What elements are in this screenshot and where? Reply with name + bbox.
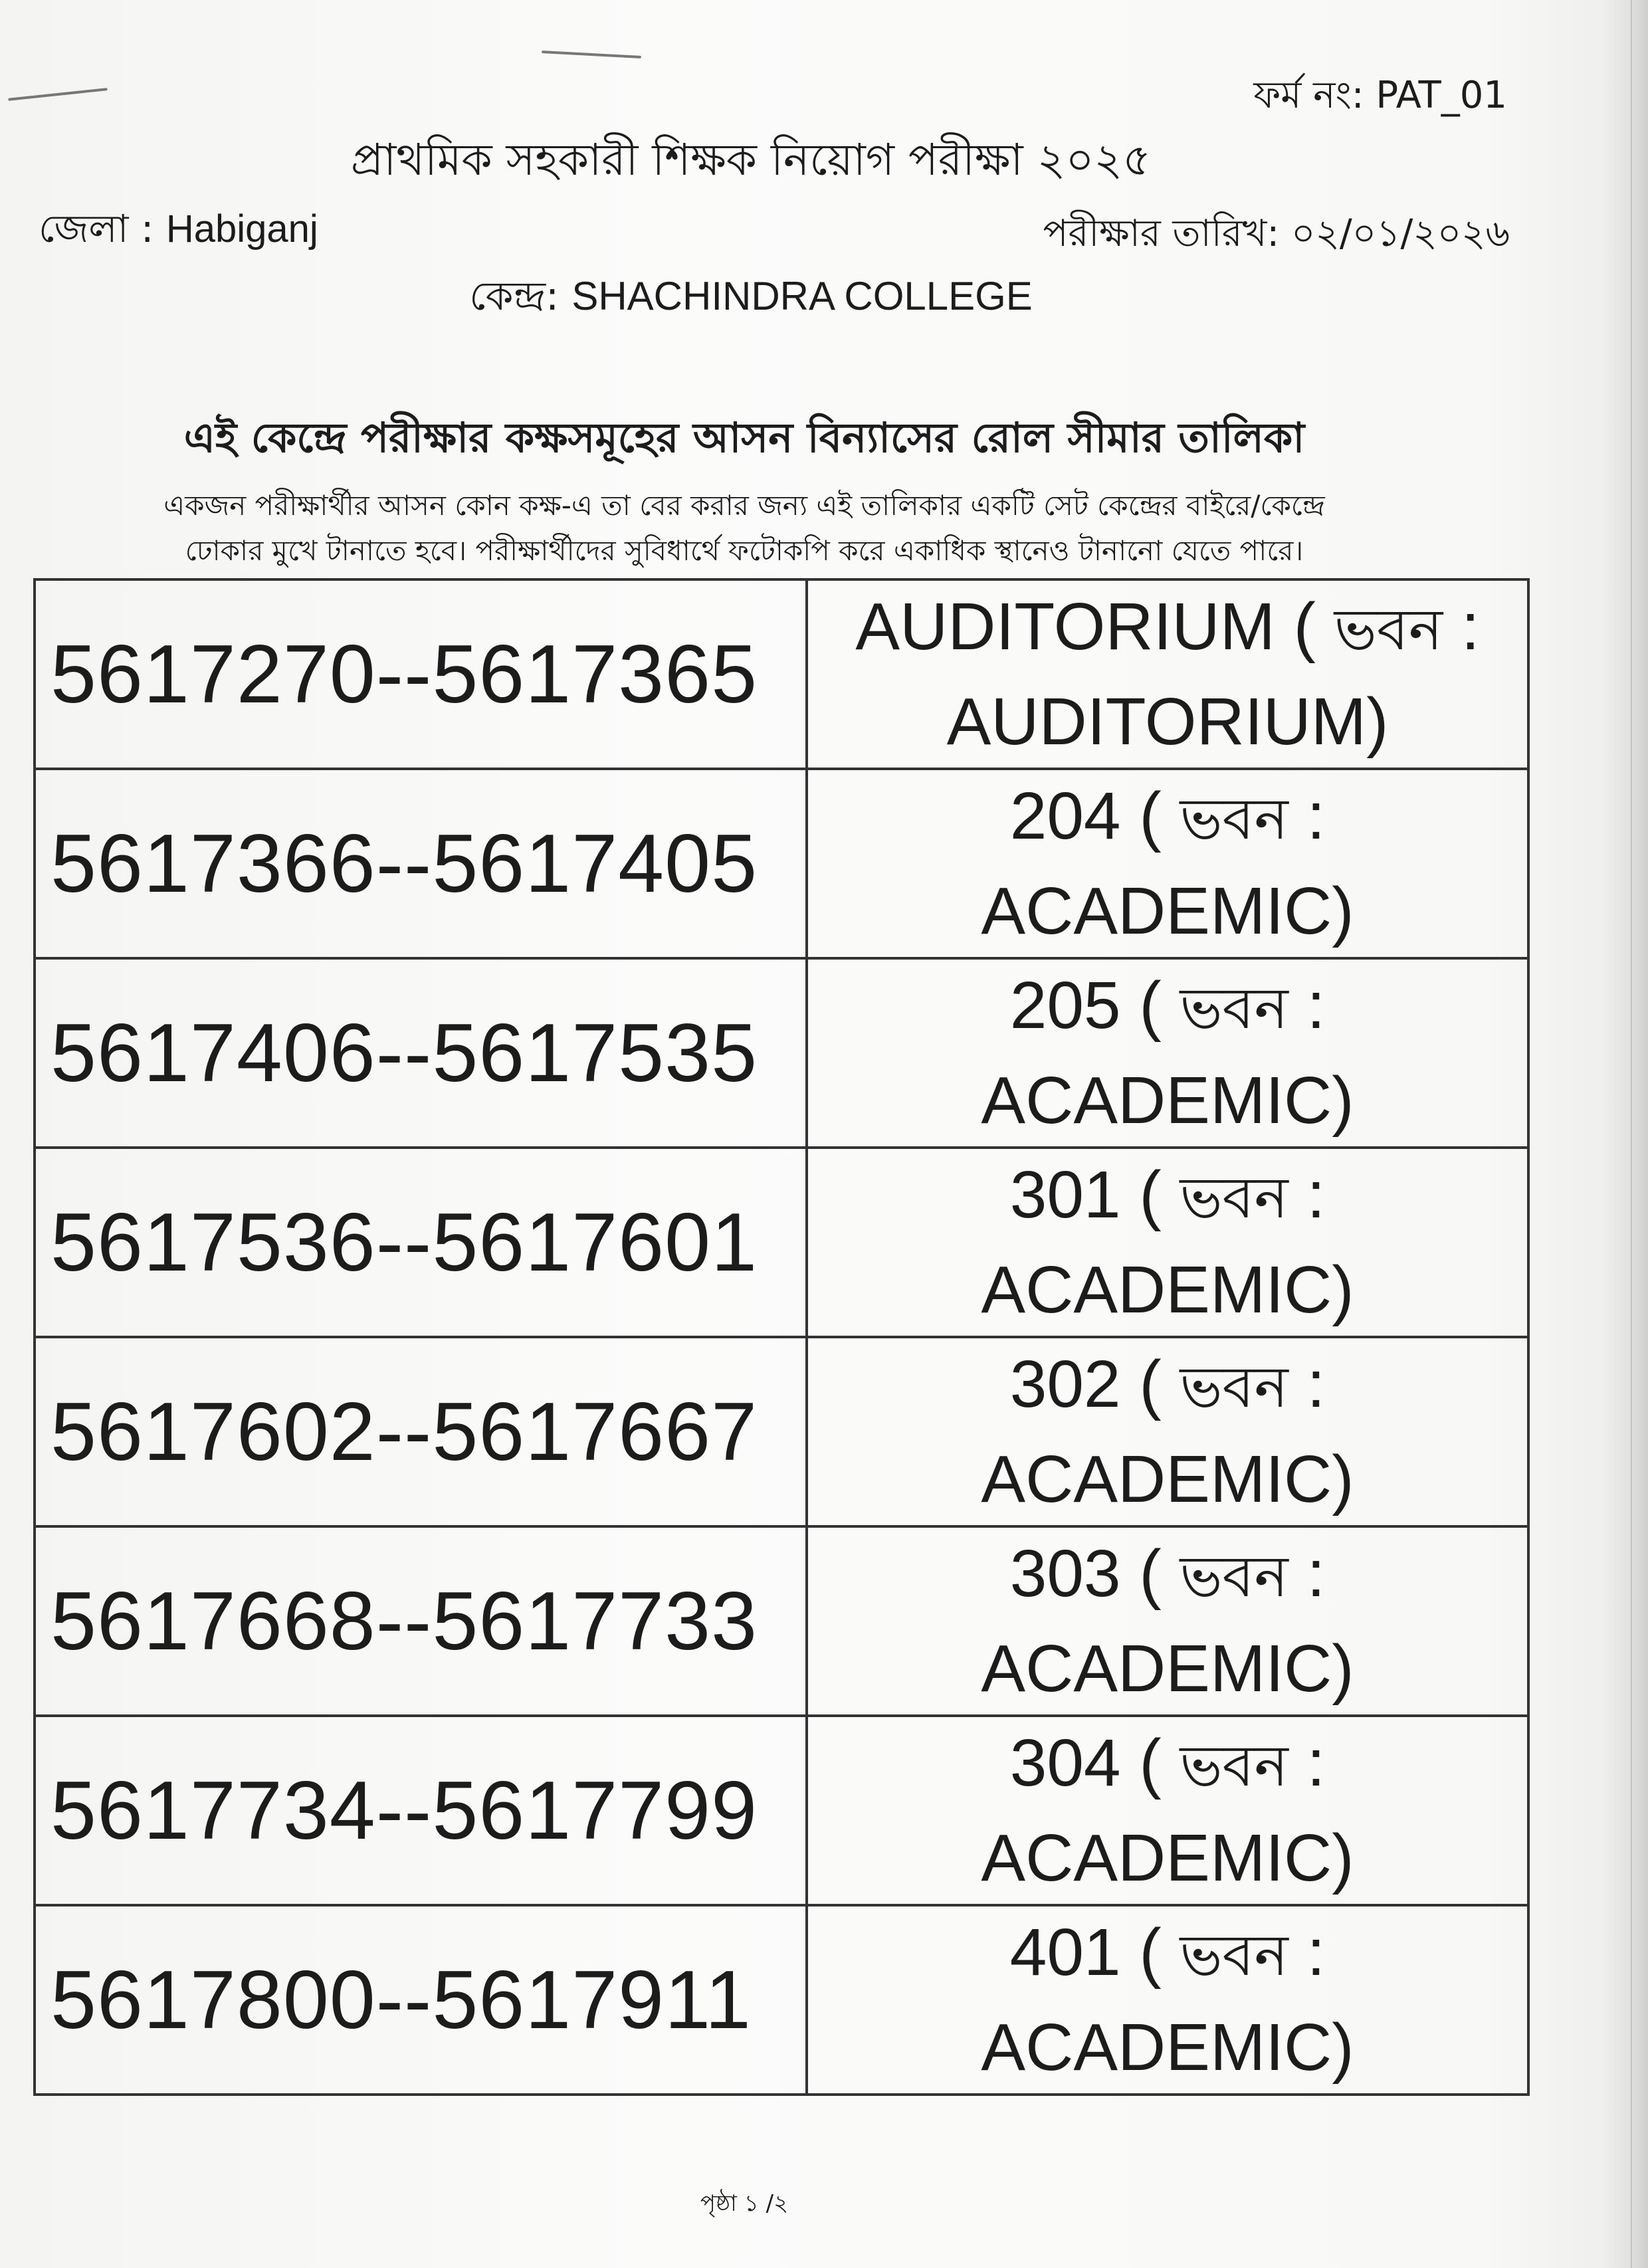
paren-close: )	[1332, 1631, 1354, 1706]
colon: :	[1288, 1536, 1326, 1611]
room-cell	[807, 579, 1528, 769]
room-number: 303	[1009, 1536, 1121, 1611]
room-cell	[807, 958, 1528, 1148]
paren-close: )	[1366, 684, 1389, 759]
paren-open: (	[1120, 1915, 1180, 1990]
room-number: 401	[1009, 1915, 1121, 1990]
building-name: ACADEMIC	[981, 1253, 1332, 1327]
building-word: ভবন	[1180, 1733, 1288, 1800]
paren-close: )	[1332, 2010, 1354, 2085]
building-word: ভবন	[1334, 597, 1443, 663]
paren-open: (	[1120, 779, 1180, 853]
building-name: AUDITORIUM	[946, 684, 1367, 759]
paren-open: (	[1120, 1347, 1180, 1421]
table-row	[35, 1526, 1528, 1716]
room-number: 301	[1009, 1158, 1121, 1232]
section-heading: এই কেন্দ্রে পরীক্ষার কক্ষসমূহের আসন বিন্যাসের রোল সীমার তালিকা	[183, 413, 1305, 462]
page-current: ১	[744, 2190, 759, 2217]
room-number: 205	[1009, 968, 1121, 1043]
room-cell	[807, 1526, 1528, 1716]
paren-close: )	[1332, 1063, 1354, 1138]
district	[39, 199, 318, 264]
page-total: ২	[773, 2190, 789, 2217]
room-number: AUDITORIUM	[855, 589, 1275, 664]
roll-range: 5617536--5617601	[35, 1148, 807, 1337]
building-name: ACADEMIC	[981, 1063, 1332, 1138]
table-row	[35, 1337, 1528, 1526]
colon: :	[1288, 779, 1326, 853]
colon: :	[1288, 968, 1326, 1043]
colon: :	[1288, 1915, 1326, 1990]
district-label: জেলা :	[39, 206, 166, 251]
room-cell	[807, 1337, 1528, 1526]
paren-open: (	[1120, 1158, 1180, 1232]
paren-close: )	[1332, 1253, 1354, 1327]
colon: :	[1443, 589, 1480, 664]
paren-open: (	[1120, 1726, 1180, 1800]
page-separator: /	[766, 2190, 774, 2217]
paren-open: (	[1120, 1536, 1180, 1611]
page-label: পৃষ্ঠা	[700, 2190, 737, 2217]
document-title: প্রাথমিক সহকারী শিক্ষক নিয়োগ পরীক্ষা ২০২৫	[350, 134, 1152, 185]
building-word: ভবন	[1180, 976, 1288, 1042]
roll-range: 5617270--5617365	[35, 579, 807, 769]
building-word: ভবন	[1180, 1354, 1288, 1421]
room-number: 302	[1009, 1347, 1121, 1421]
paper-edge-shadow	[1601, 0, 1648, 2268]
seat-plan-table	[33, 578, 1530, 2096]
table-row	[35, 579, 1528, 769]
paren-open: (	[1120, 968, 1180, 1043]
building-word: ভবন	[1180, 1165, 1288, 1231]
building-name: ACADEMIC	[981, 2010, 1332, 2085]
building-word: ভবন	[1180, 786, 1288, 853]
roll-range: 5617800--5617911	[35, 1905, 807, 2095]
page-number	[0, 2186, 1489, 2224]
room-cell	[807, 769, 1528, 958]
center-label: কেন্দ্র:	[469, 273, 572, 320]
center-value: SHACHINDRA COLLEGE	[571, 274, 1033, 318]
building-word: ভবন	[1180, 1922, 1288, 1989]
colon: :	[1288, 1347, 1326, 1421]
building-name: ACADEMIC	[981, 1442, 1332, 1516]
table-row	[35, 1148, 1528, 1337]
paren-close: )	[1332, 1442, 1354, 1516]
paren-close: )	[1332, 1821, 1354, 1895]
room-number: 304	[1009, 1726, 1121, 1800]
form-number: ফর্ম নং: PAT_01	[1253, 74, 1507, 117]
instruction-line-2: ঢোকার মুখে টানাতে হবে। পরীক্ষার্থীদের সুবিধার্থে ফটোকপি করে একাধিক স্থানেও টানানো যেতে পারে।	[185, 534, 1304, 567]
colon: :	[1288, 1158, 1326, 1232]
building-name: ACADEMIC	[981, 1631, 1332, 1706]
instruction-line-1: একজন পরীক্ষার্থীর আসন কোন কক্ষ-এ তা বের করার জন্য এই তালিকার একটি সেট কেন্দ্রের বাইরে/কেন্দ্রে	[163, 489, 1325, 522]
table-row	[35, 769, 1528, 958]
building-name: ACADEMIC	[981, 874, 1332, 948]
roll-range: 5617602--5617667	[35, 1337, 807, 1526]
table-row	[35, 1905, 1528, 2095]
scan-mark	[8, 88, 108, 101]
exam-date: পরীক্ষার তারিখ: ০২/০১/২০২৬	[1043, 212, 1510, 255]
building-name: ACADEMIC	[981, 1821, 1332, 1895]
roll-range: 5617406--5617535	[35, 958, 807, 1148]
paren-close: )	[1332, 874, 1354, 948]
roll-range: 5617734--5617799	[35, 1716, 807, 1905]
exam-center	[0, 266, 1502, 332]
scan-mark	[542, 51, 641, 58]
paper-edge-line	[1631, 0, 1632, 2268]
room-cell	[807, 1148, 1528, 1337]
district-value: Habiganj	[165, 207, 318, 251]
building-word: ভবন	[1180, 1544, 1288, 1610]
table-row	[35, 958, 1528, 1148]
room-number: 204	[1009, 779, 1121, 853]
room-cell	[807, 1716, 1528, 1905]
colon: :	[1288, 1726, 1326, 1800]
roll-range: 5617668--5617733	[35, 1526, 807, 1716]
paren-open: (	[1275, 589, 1334, 664]
roll-range: 5617366--5617405	[35, 769, 807, 958]
table-row	[35, 1716, 1528, 1905]
room-cell	[807, 1905, 1528, 2095]
